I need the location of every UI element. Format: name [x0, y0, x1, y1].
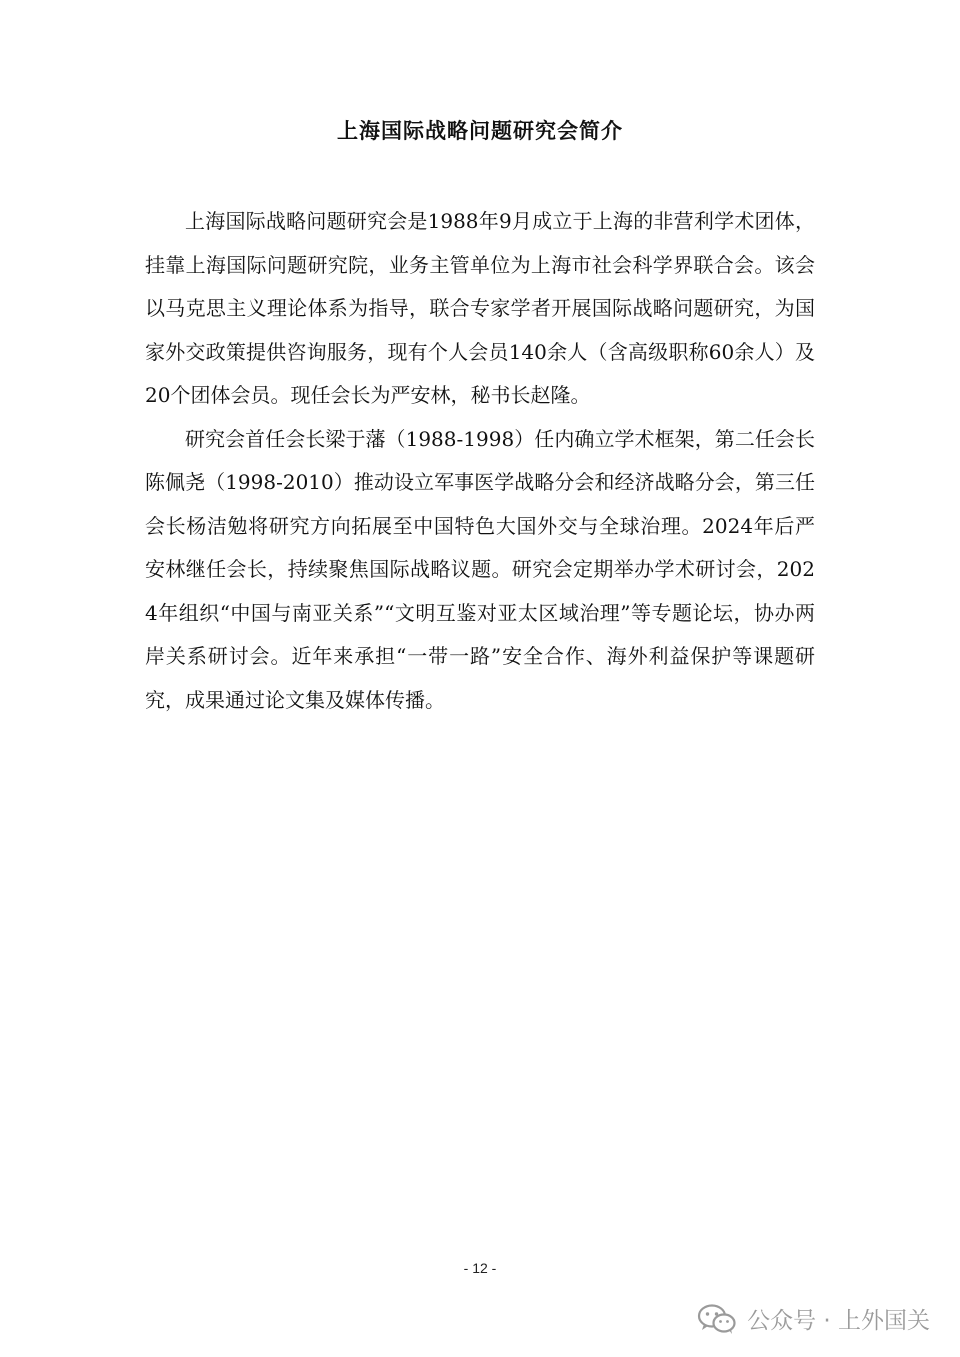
- watermark-text: 公众号 · 上外国关: [747, 1308, 930, 1334]
- paragraph-1: 上海国际战略问题研究会是1988年9月成立于上海的非营利学术团体，挂靠上海国际问题研究院，业务主管单位为上海市社会科学界联合会。该会以马克思主义理论体系为指导，联合专家学者开展国际战略问题研究，为国家外交政策提供咨询服务，现有个人会员140余人（含高级职称60余人）及20个团体会员。现任会长为严安林，秘书长赵隆。: [145, 209, 815, 407]
- wechat-icon: [697, 1303, 737, 1335]
- page-number: - 12 -: [463, 1260, 497, 1276]
- document-body: [145, 200, 815, 722]
- watermark: [697, 1302, 930, 1335]
- page-title: 上海国际战略问题研究会简介: [337, 119, 623, 143]
- paragraph-2: 研究会首任会长梁于藩（1988-1998）任内确立学术框架，第二任会长陈佩尧（1998-2010）推动设立军事医学战略分会和经济战略分会，第三任会长杨洁勉将研究方向拓展至中国特色大国外交与全球治理。2024年后严安林继任会长，持续聚焦国际战略议题。研究会定期举办学术研讨会，2024年组织“中国与南亚关系”“文明互鉴对亚太区域治理”等专题论坛，协办两岸关系研讨会。近年来承担“一带一路”安全合作、海外利益保护等课题研究，成果通过论文集及媒体传播。: [145, 426, 815, 712]
